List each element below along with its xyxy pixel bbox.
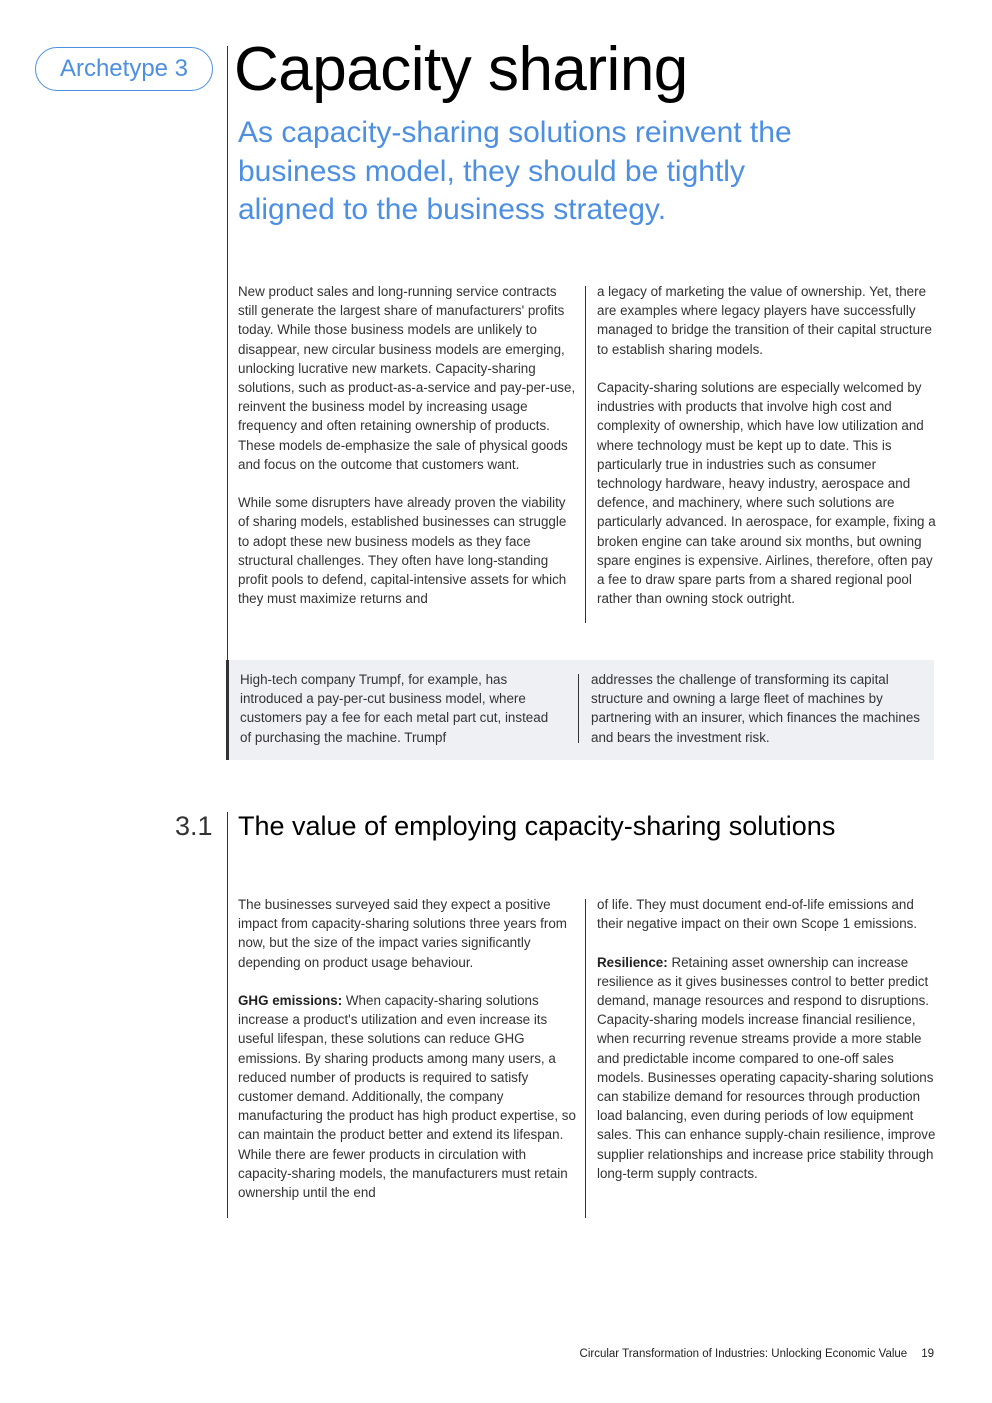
ghg-text: When capacity-sharing solutions increase a product's utilization and even increase its useful lifespan, these solutions can reduce GHG emissions. By sharing products among many users, a reduced number of products is required to satisfy customer demand. Additionally, the company manufacturing the product has high product expertise, so can maintain the product better and extend its lifespan. While there are fewer products in circulation with capacity-sharing models, the manufacturers must retain ownership until the end bbox=[238, 993, 576, 1201]
intro-right-column bbox=[597, 282, 937, 608]
intro-paragraph: New product sales and long-running service contracts still generate the largest share of manufacturers' profits today. While those business models are unlikely to disappear, new circular business models are emerging, unlocking lucrative new markets. Capacity-sharing solutions, such as product-as-a-service and pay-per-use, reinvent the business model by increasing usage frequency and often retaining ownership of products. These models de-emphasize the sale of physical goods and focus on the outcome that customers want. bbox=[238, 284, 576, 472]
callout-left-text: High-tech company Trumpf, for example, has introduced a pay-per-cut business model, where customers pay a fee for each metal part cut, instead of purchasing the machine. Trumpf bbox=[240, 672, 549, 745]
title-divider bbox=[227, 46, 228, 660]
section-paragraph: The businesses surveyed said they expect a positive impact from capacity-sharing solutions three years from now, but the size of the impact varies significantly depending on product usage behaviour. bbox=[238, 897, 567, 970]
ghg-label: GHG emissions: bbox=[238, 993, 343, 1008]
callout-bar bbox=[226, 660, 229, 760]
section-paragraph bbox=[238, 991, 578, 1202]
intro-paragraph: Capacity-sharing solutions are especially welcomed by industries with products that involve high cost and complexity of ownership, which have low utilization and where technology must be kept up to date. This is particularly true in industries such as consumer technology hardware, heavy industry, aerospace and defence, and machinery, where such solutions are particularly advanced. In aerospace, for example, fixing a broken engine can take around six months, but owning spare engines is expensive. Airlines, therefore, often pay a fee to draw spare parts from a shared regional pool rather than owning stock outright. bbox=[597, 380, 936, 607]
section-left-column bbox=[238, 895, 578, 1202]
page-footer bbox=[580, 1346, 934, 1362]
section-number: 3.1 bbox=[175, 811, 213, 841]
callout-right-text: addresses the challenge of transforming its capital structure and owning a large fleet of machines by partnering with an insurer, which finances the machines and bears the investment risk. bbox=[591, 672, 920, 745]
footer-report-subtitle: Unlocking Economic Value bbox=[768, 1348, 908, 1360]
callout-divider bbox=[578, 674, 579, 743]
archetype-badge: Archetype 3 bbox=[35, 47, 213, 91]
section-paragraph bbox=[597, 953, 937, 1183]
footer-report-title: Circular Transformation of Industries: bbox=[579, 1348, 769, 1360]
section-divider bbox=[227, 812, 228, 1218]
page-title: Capacity sharing bbox=[234, 35, 688, 104]
page-subtitle: As capacity-sharing solutions reinvent the business model, they should be tightly aligned to the business strategy. bbox=[238, 116, 792, 226]
section-title: The value of employing capacity-sharing solutions bbox=[238, 811, 836, 841]
column-divider bbox=[585, 286, 586, 623]
column-divider bbox=[585, 899, 586, 1218]
resilience-label: Resilience: bbox=[597, 954, 668, 970]
section-right-column bbox=[597, 895, 937, 1183]
resilience-text: Retaining asset ownership can increase resilience as it gives businesses control to better predict demand, manage resources and respond to disruptions. Capacity-sharing models increase financial resilience, when recurring revenue streams provide a more stable and predictable income compared to one-off sales models. Businesses operating capacity-sharing solutions can stabilize demand for resources through production load balancing, even during periods of low equipment sales. This can enhance supply-chain resilience, improve supplier relationships and increase price stability through long-term supply contracts. bbox=[597, 954, 936, 1181]
intro-paragraph: a legacy of marketing the value of ownership. Yet, there are examples where legacy players have successfully managed to bridge the transition of their capital structure to establish sharing models. bbox=[597, 284, 932, 357]
section-paragraph: of life. They must document end-of-life emissions and their negative impact on their own Scope 1 emissions. bbox=[597, 897, 918, 932]
intro-left-column bbox=[238, 282, 578, 608]
page-number: 19 bbox=[921, 1348, 934, 1360]
intro-paragraph: While some disrupters have already proven the viability of sharing models, established businesses can struggle to adopt these new business models as they face structural challenges. They often have long-standing profit pools to defend, capital-intensive assets for which they must maximize returns and bbox=[238, 495, 567, 607]
